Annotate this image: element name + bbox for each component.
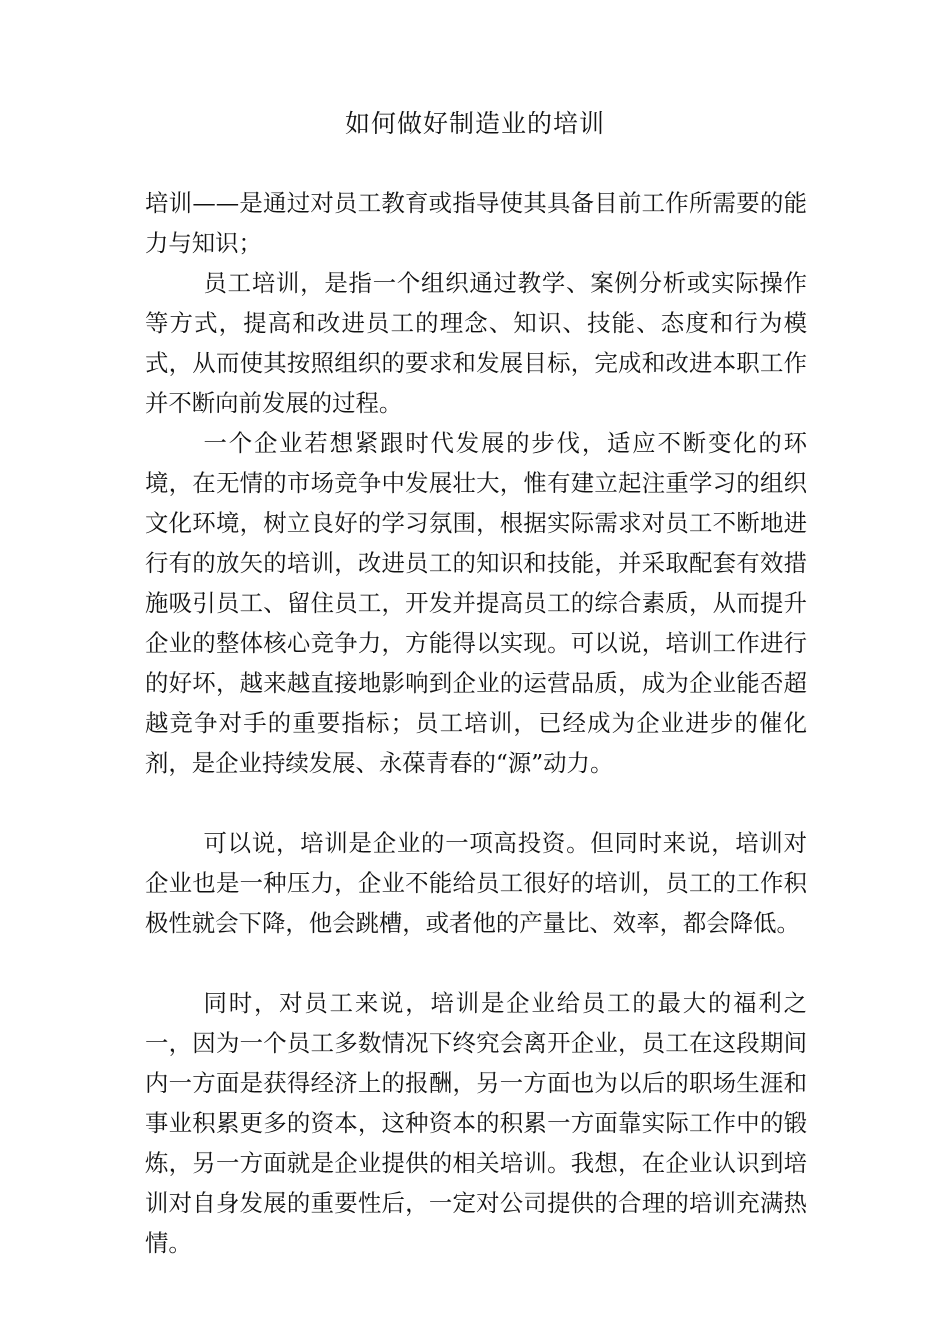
document-title: 如何做好制造业的培训 [344, 109, 605, 138]
document-body [145, 183, 807, 1263]
paragraph-definition: 培训——是通过对员工教育或指导使其具备目前工作所需要的能力与知识； [145, 189, 807, 257]
paragraph-employee-benefit: 同时，对员工来说，培训是企业给员工的最大的福利之一，因为一个员工多数情况下终究会离开企业，员工在这段期间内一方面是获得经济上的报酬，另一方面也为以后的职场生涯和事业积累更多的资本，这种资本的积累一方面靠实际工作中的锻炼，另一方面就是企业提供的相关培训。我想，在企业认识到培训对自身发展的重要性后，一定对公司提供的合理的培训充满热情。 [145, 989, 807, 1257]
paragraph-employee-training: 员工培训，是指一个组织通过教学、案例分析或实际操作等方式，提高和改进员工的理念、知识、技能、态度和行为模式，从而使其按照组织的要求和发展目标，完成和改进本职工作并不断向前发展的过程。 [145, 269, 807, 417]
paragraph-investment: 可以说，培训是企业的一项高投资。但同时来说，培训对企业也是一种压力，企业不能给员工很好的培训，员工的工作积极性就会下降，他会跳槽，或者他的产量比、效率，都会降低。 [145, 829, 807, 937]
paragraph-enterprise-development: 一个企业若想紧跟时代发展的步伐，适应不断变化的环境，在无情的市场竞争中发展壮大，惟有建立起注重学习的组织文化环境，树立良好的学习氛围，根据实际需求对员工不断地进行有的放矢的培训，改进员工的知识和技能，并采取配套有效措施吸引员工、留住员工，开发并提高员工的综合素质，从而提升企业的整体核心竞争力，方能得以实现。可以说，培训工作进行的好坏，越来越直接地影响到企业的运营品质，成为企业能否超越竞争对手的重要指标；员工培训，已经成为企业进步的催化剂，是企业持续发展、永葆青春的“源”动力。 [145, 429, 807, 777]
